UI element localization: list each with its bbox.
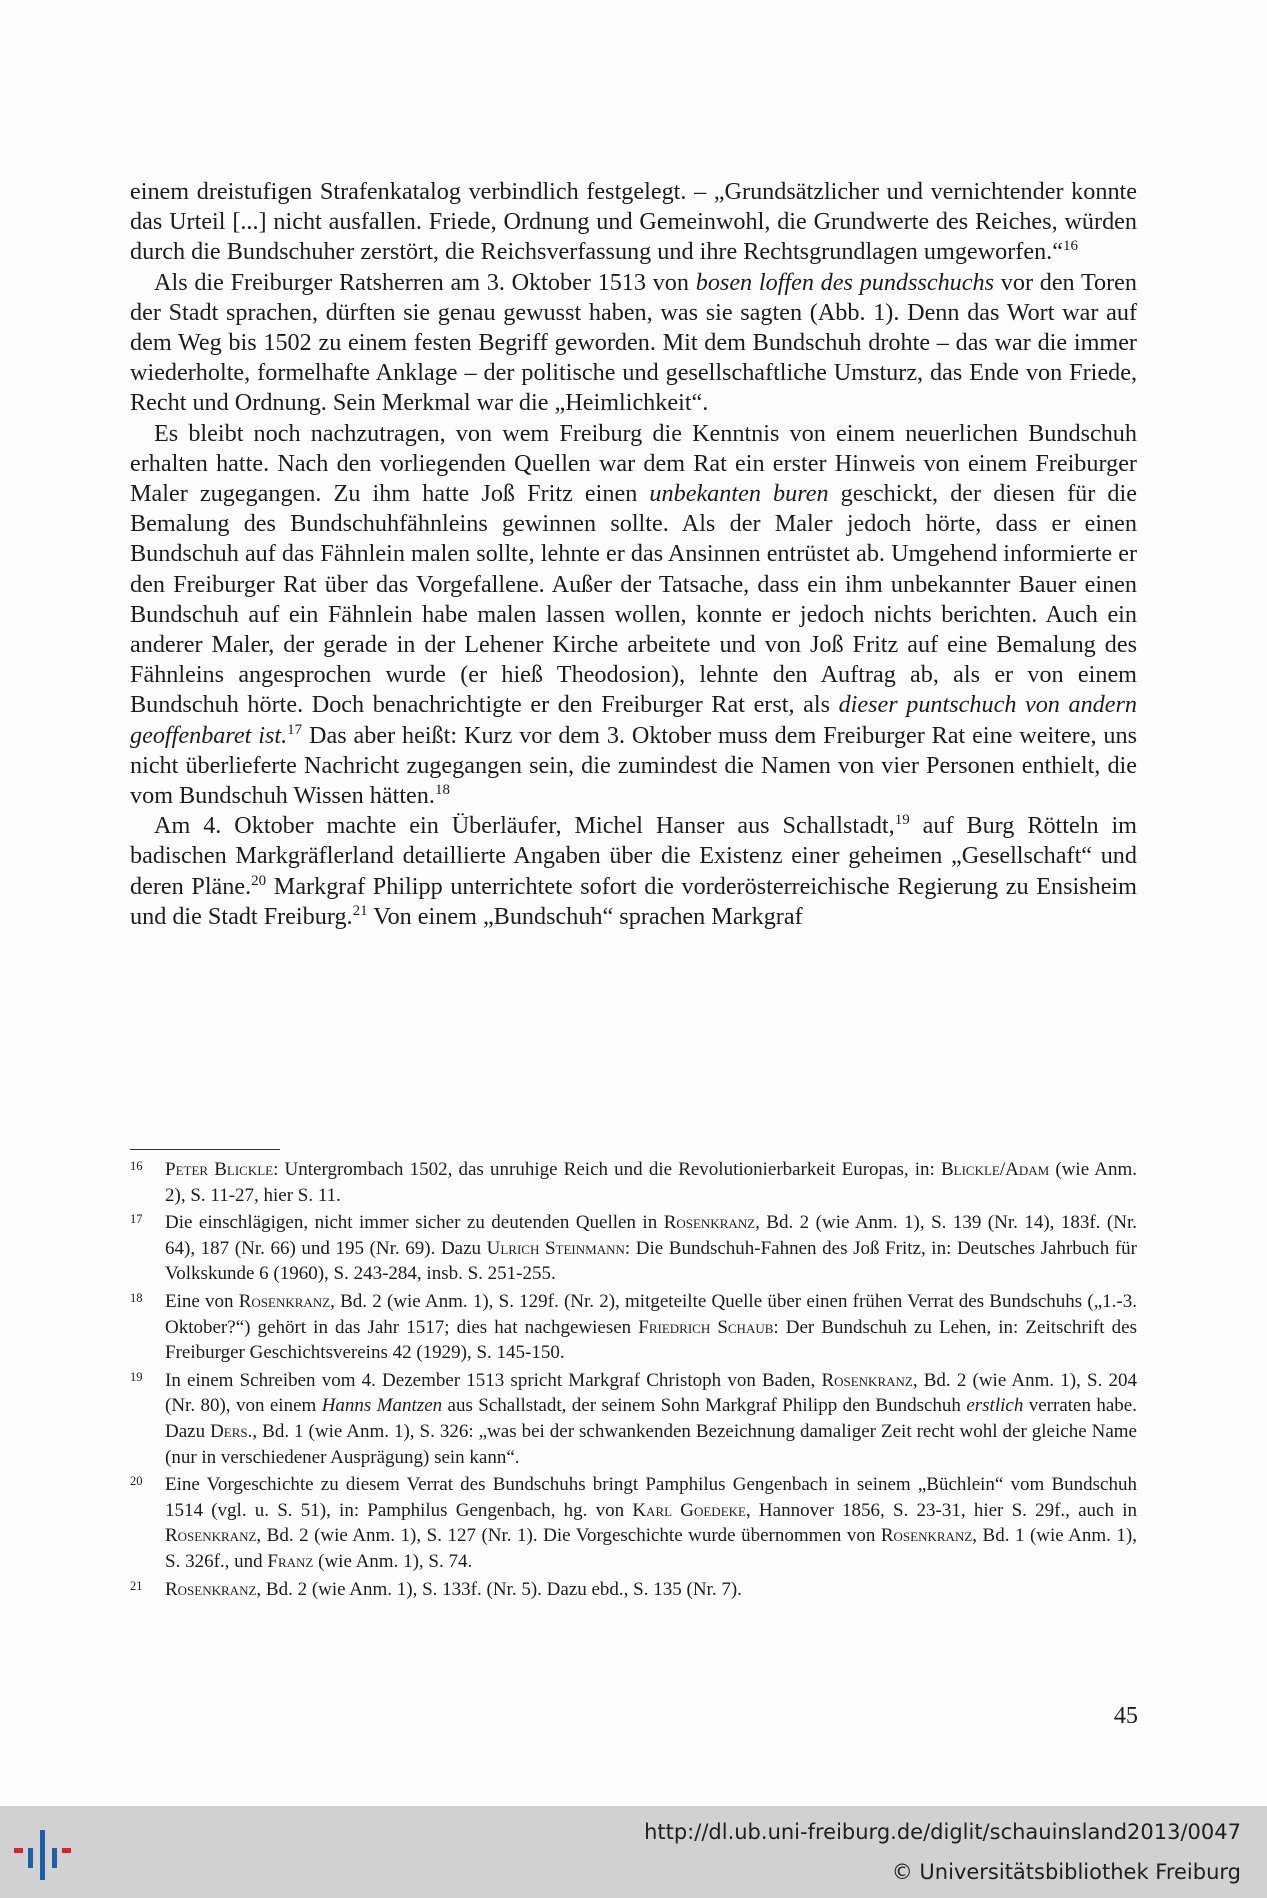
footnote-ref: 16 [1062,238,1078,255]
footnote-divider [130,1149,280,1150]
paragraph: Am 4. Oktober machte ein Überläufer, Michel Hanser aus Schallstadt,$^{19}$ auf Burg Rötteln im badischen Markgräflerland detaillierte Angaben über die Existenz einer geheimen „Gesellschaft“ und deren Pläne.$^{20}$ Markgraf Philipp unterrichtete sofort die vorderösterreichische Regierung zu Ensisheim und die Stadt Freiburg.$^{21}$ Von einem „Bundschuh“ sprachen Markgraf [130,812,1137,930]
footnote-number: 21 [130,1578,143,1593]
footnote-16: 16 Peter Blickle: Untergrombach 1502, das unruhige Reich und die Revolutionierbarkeit Europas, in: Blickle/Adam (wie Anm. 2), S. 11-27, hier S. 11. [130,1159,1137,1206]
footnote-ref: 19 [894,812,910,829]
footnote-number: 20 [130,1474,143,1489]
ub-freiburg-logo-icon[interactable] [14,1830,78,1880]
footnote-ref: 17 [287,721,303,738]
footnote-number: 18 [130,1290,143,1305]
footnote-number: 19 [130,1369,143,1384]
paragraph: Es bleibt noch nachzutragen, von wem Freiburg die Kenntnis von einem neuerlichen Bundschuh erhalten hatte. Nach den vorliegenden Quellen war dem Rat ein erster Hinweis von einem Freiburger Maler zugegangen. Zu ihm hatte Joß Fritz einen unbekanten buren geschickt, der diesen für die Bemalung des Bundschuhfähnleins gewinnen sollte. Als der Maler jedoch hörte, dass er einen Bundschuh auf das Fähnlein malen sollte, lehnte er das Ansinnen entrüstet ab. Umgehend informierte er den Freiburger Rat über das Vorgefallene. Außer der Tatsache, dass ein ihm unbekannter Bauer einen Bundschuh auf ein Fähnlein habe malen lassen wollen, konnte er jedoch nichts berichten. Auch ein anderer Maler, der gerade in der Lehener Kirche arbeitete und von Joß Fritz auf eine Bemalung des Fähnleins angesprochen wurde (er hieß Theodosion), lehnte den Auftrag ab, als er von einem Bundschuh hörte. Doch benachrichtigte er den Freiburger Rat erst, als dieser puntschuch von andern geoffenbaret ist.$^{17}$ Das aber heißt: Kurz vor dem 3. Oktober muss dem Freiburger Rat eine weitere, uns nicht überlieferte Nachricht zugegangen sein, die zumindest die Namen von vier Personen enthielt, die vom Bundschuh Wissen hätten.$^{18}$ [130,419,1137,810]
footnote-ref: 20 [251,872,267,889]
footnote-number: 16 [130,1159,143,1173]
body-text [130,177,1137,932]
footnote-ref: 21 [352,902,368,919]
page-number: 45 [1113,1702,1138,1729]
footnotes [130,1157,1137,1604]
footnote-ref: 18 [434,782,450,798]
footnote-18: 18 Eine von Rosenkranz, Bd. 2 (wie Anm. 1), S. 129f. (Nr. 2), mitgeteilte Quelle über einen frühen Verrat des Bundschuhs („1.-3. Oktober?“) gehört in das Jahr 1517; dies hat nachgewiesen Friedrich Schaub: Der Bundschuh zu Lehen, in: Zeitschrift des Freiburger Geschichtsvereins 42 (1929), S. 145-150. [130,1290,1137,1364]
footnote-19: 19 In einem Schreiben vom 4. Dezember 1513 spricht Markgraf Christoph von Baden, Rosenkranz, Bd. 2 (wie Anm. 1), S. 204 (Nr. 80), von einem Hanns Mantzen aus Schallstadt, der seinem Sohn Markgraf Philipp den Bundschuh erstlich verraten habe. Dazu Ders., Bd. 1 (wie Anm. 1), S. 326: „was bei der schwankenden Bezeichnung damaliger Zeit recht wohl der gleiche Name (nur in verschiedener Ausprägung) sein kann“. [130,1369,1137,1468]
footnote-17: 17 Die einschlägigen, nicht immer sicher zu deutenden Quellen in Rosenkranz, Bd. 2 (wie Anm. 1), S. 139 (Nr. 14), 183f. (Nr. 64), 187 (Nr. 66) und 195 (Nr. 69). Dazu Ulrich Steinmann: Die Bundschuh-Fahnen des Joß Fritz, in: Deutsches Jahrbuch für Volkskunde 6 (1960), S. 243-284, insb. S. 251-255. [130,1212,1137,1285]
footer-bar [0,1806,1267,1898]
footnote-number: 17 [130,1212,143,1227]
footnote-21: 21 Rosenkranz, Bd. 2 (wie Anm. 1), S. 133f. (Nr. 5). Dazu ebd., S. 135 (Nr. 7). [130,1578,742,1600]
paragraph: einem dreistufigen Strafenkatalog verbindlich festgelegt. – „Grundsätzlicher und vernichtender konnte das Urteil [...] nicht ausfallen. Friede, Ordnung und Gemeinwohl, die Grundwerte des Reiches, würden durch die Bundschuher zerstört, die Reichsverfassung und ihre Rechtsgrundlagen umgeworfen.“$^{16}$ [130,178,1137,266]
paragraph: Als die Freiburger Ratsherren am 3. Oktober 1513 von bosen loffen des pundsschuchs vor den Toren der Stadt sprachen, dürften sie genau gewusst haben, was sie sagten (Abb. 1). Denn das Wort war auf dem Weg bis 1502 zu einem festen Begriff geworden. Mit dem Bundschuh drohte – das war die immer wiederholte, formelhafte Anklage – der politische und gesellschaftliche Umsturz, das Ende von Friede, Recht und Ordnung. Sein Merkmal war die „Heimlichkeit“. [130,268,1138,417]
footnote-20: 20 Eine Vorgeschichte zu diesem Verrat des Bundschuhs bringt Pamphilus Gengenbach in seinem „Büchlein“ vom Bundschuh 1514 (vgl. u. S. 51), in: Pamphilus Gengenbach, hg. von Karl Goedeke, Hannover 1856, S. 23-31, hier S. 29f., auch in Rosenkranz, Bd. 2 (wie Anm. 1), S. 127 (Nr. 1). Die Vorgeschichte wurde übernommen von Rosenkranz, Bd. 1 (wie Anm. 1), S. 326f., und Franz (wie Anm. 1), S. 74. [130,1474,1137,1572]
permalink-url[interactable]: http://dl.ub.uni-freiburg.de/diglit/schauinsland2013/0047 [644,1820,1241,1844]
copyright-notice: © Universitätsbibliothek Freiburg [891,1860,1241,1884]
